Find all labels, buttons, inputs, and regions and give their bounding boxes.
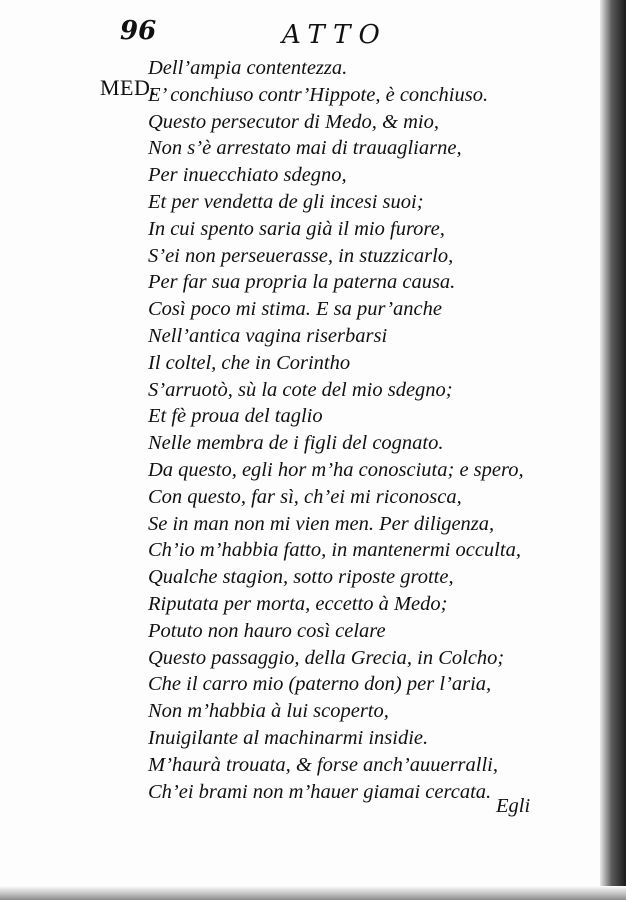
verse-line: Questo persecutor di Medo, & mio, — [148, 110, 439, 133]
verse-line: Con questo, far sì, ch’ei mi riconosca, — [148, 485, 462, 508]
speaker-label: MED. — [100, 75, 157, 100]
verse-line: Inuigilante al machinarmi insidie. — [148, 726, 429, 749]
verse-line: In cui spento saria già il mio furore, — [148, 217, 445, 240]
verse-line: E’ conchiuso contr’Hippote, è conchiuso. — [148, 83, 489, 106]
verse-line: Se in man non mi vien men. Per diligenza, — [148, 512, 495, 535]
verse-line: S’arruotò, sù la cote del mio sdegno; — [148, 378, 453, 401]
verse-line: Non m’habbia à lui scoperto, — [148, 700, 389, 723]
verse-line: Non s’è arrestato mai di trauagliarne, — [148, 137, 462, 160]
page-number: 96 — [120, 16, 157, 46]
catchword: Egli — [496, 795, 531, 817]
verse-line: Questo passaggio, della Grecia, in Colcho; — [148, 646, 505, 669]
verse-line: Qualche stagion, sotto riposte grotte, — [148, 566, 454, 589]
verse-line: Et fè proua del taglio — [148, 405, 323, 428]
verse-line: S’ei non perseuerasse, in stuzzicarlo, — [148, 244, 454, 267]
verse-line: Dell’ampia contentezza. — [148, 57, 348, 79]
page-bottom-shadow — [0, 886, 626, 900]
verse-block — [148, 55, 568, 805]
verse-line: Ch’ei brami non m’hauer giamai cercata. — [148, 780, 492, 803]
page-gutter-shadow — [600, 0, 626, 900]
verse-line: Nell’antica vagina riserbarsi — [148, 324, 388, 347]
verse-line: Nelle membra de i figli del cognato. — [148, 432, 444, 455]
verse-line: Potuto non hauro così celare — [148, 619, 386, 642]
verse-line: Da questo, egli hor m’ha conosciuta; e spero, — [148, 458, 524, 481]
verse-line: Così poco mi stima. E sa pur’anche — [148, 298, 443, 321]
verse-line: Per inuecchiato sdegno, — [148, 164, 347, 187]
verse-line: Riputata per morta, eccetto à Medo; — [148, 592, 448, 615]
running-head: ATTO — [282, 20, 388, 50]
verse-line: M’haurà trouata, & forse anch’auuerralli, — [148, 753, 499, 776]
verse-line: Per far sua propria la paterna causa. — [148, 271, 456, 294]
verse-line: Il coltel, che in Corintho — [148, 351, 351, 374]
verse-line: Ch’io m’habbia fatto, in mantenermi occulta, — [148, 539, 521, 562]
verse-line: Che il carro mio (paterno don) per l’aria, — [148, 673, 492, 696]
verse-line: Et per vendetta de gli incesi suoi; — [148, 190, 424, 213]
